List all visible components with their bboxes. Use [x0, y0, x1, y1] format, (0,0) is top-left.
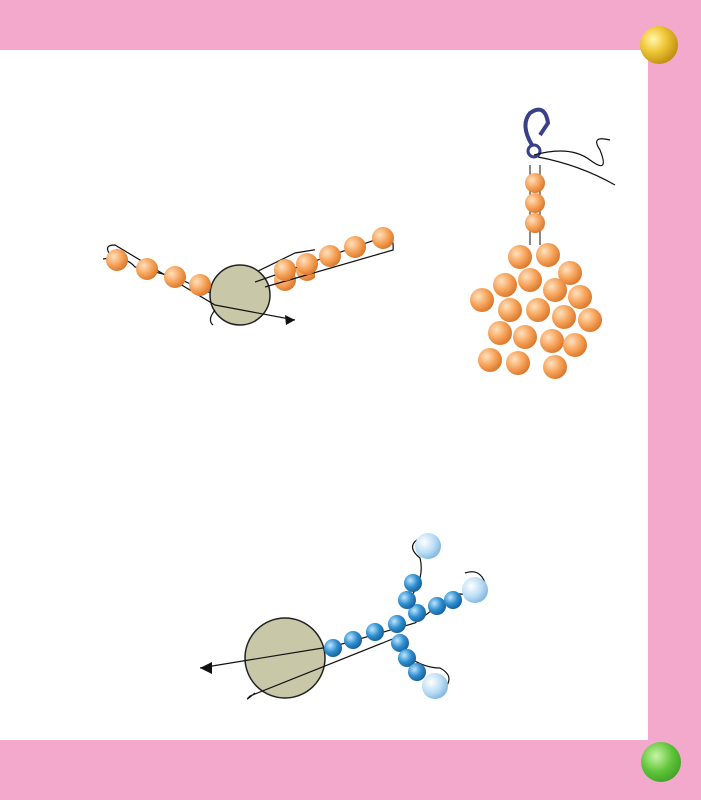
bead-border-right [648, 60, 678, 740]
light-blue-tip-bead [422, 673, 448, 699]
light-blue-tip-bead [462, 577, 488, 603]
gold-bead-ornament [640, 26, 678, 64]
bead-border-top [0, 24, 650, 50]
bead-stem [525, 173, 545, 233]
bead-cluster [470, 243, 602, 379]
figure-124-illustration [195, 528, 505, 713]
bead-border-right-pattern [648, 60, 678, 740]
bead-border-top-pattern [0, 24, 650, 50]
blue-beads-upper-branch [398, 533, 488, 622]
carabiner-clasp [525, 110, 548, 157]
bead-border-bottom-pattern [0, 741, 650, 767]
blue-beads-lower-branch [391, 634, 448, 699]
gray-ball [245, 618, 325, 698]
page-number-badge [641, 742, 681, 782]
blue-beads-stem [324, 615, 406, 657]
figure-123-illustration [460, 105, 630, 390]
light-blue-tip-bead [415, 533, 441, 559]
figure-122-right-beads [255, 222, 405, 292]
bead-border-bottom [0, 741, 650, 767]
